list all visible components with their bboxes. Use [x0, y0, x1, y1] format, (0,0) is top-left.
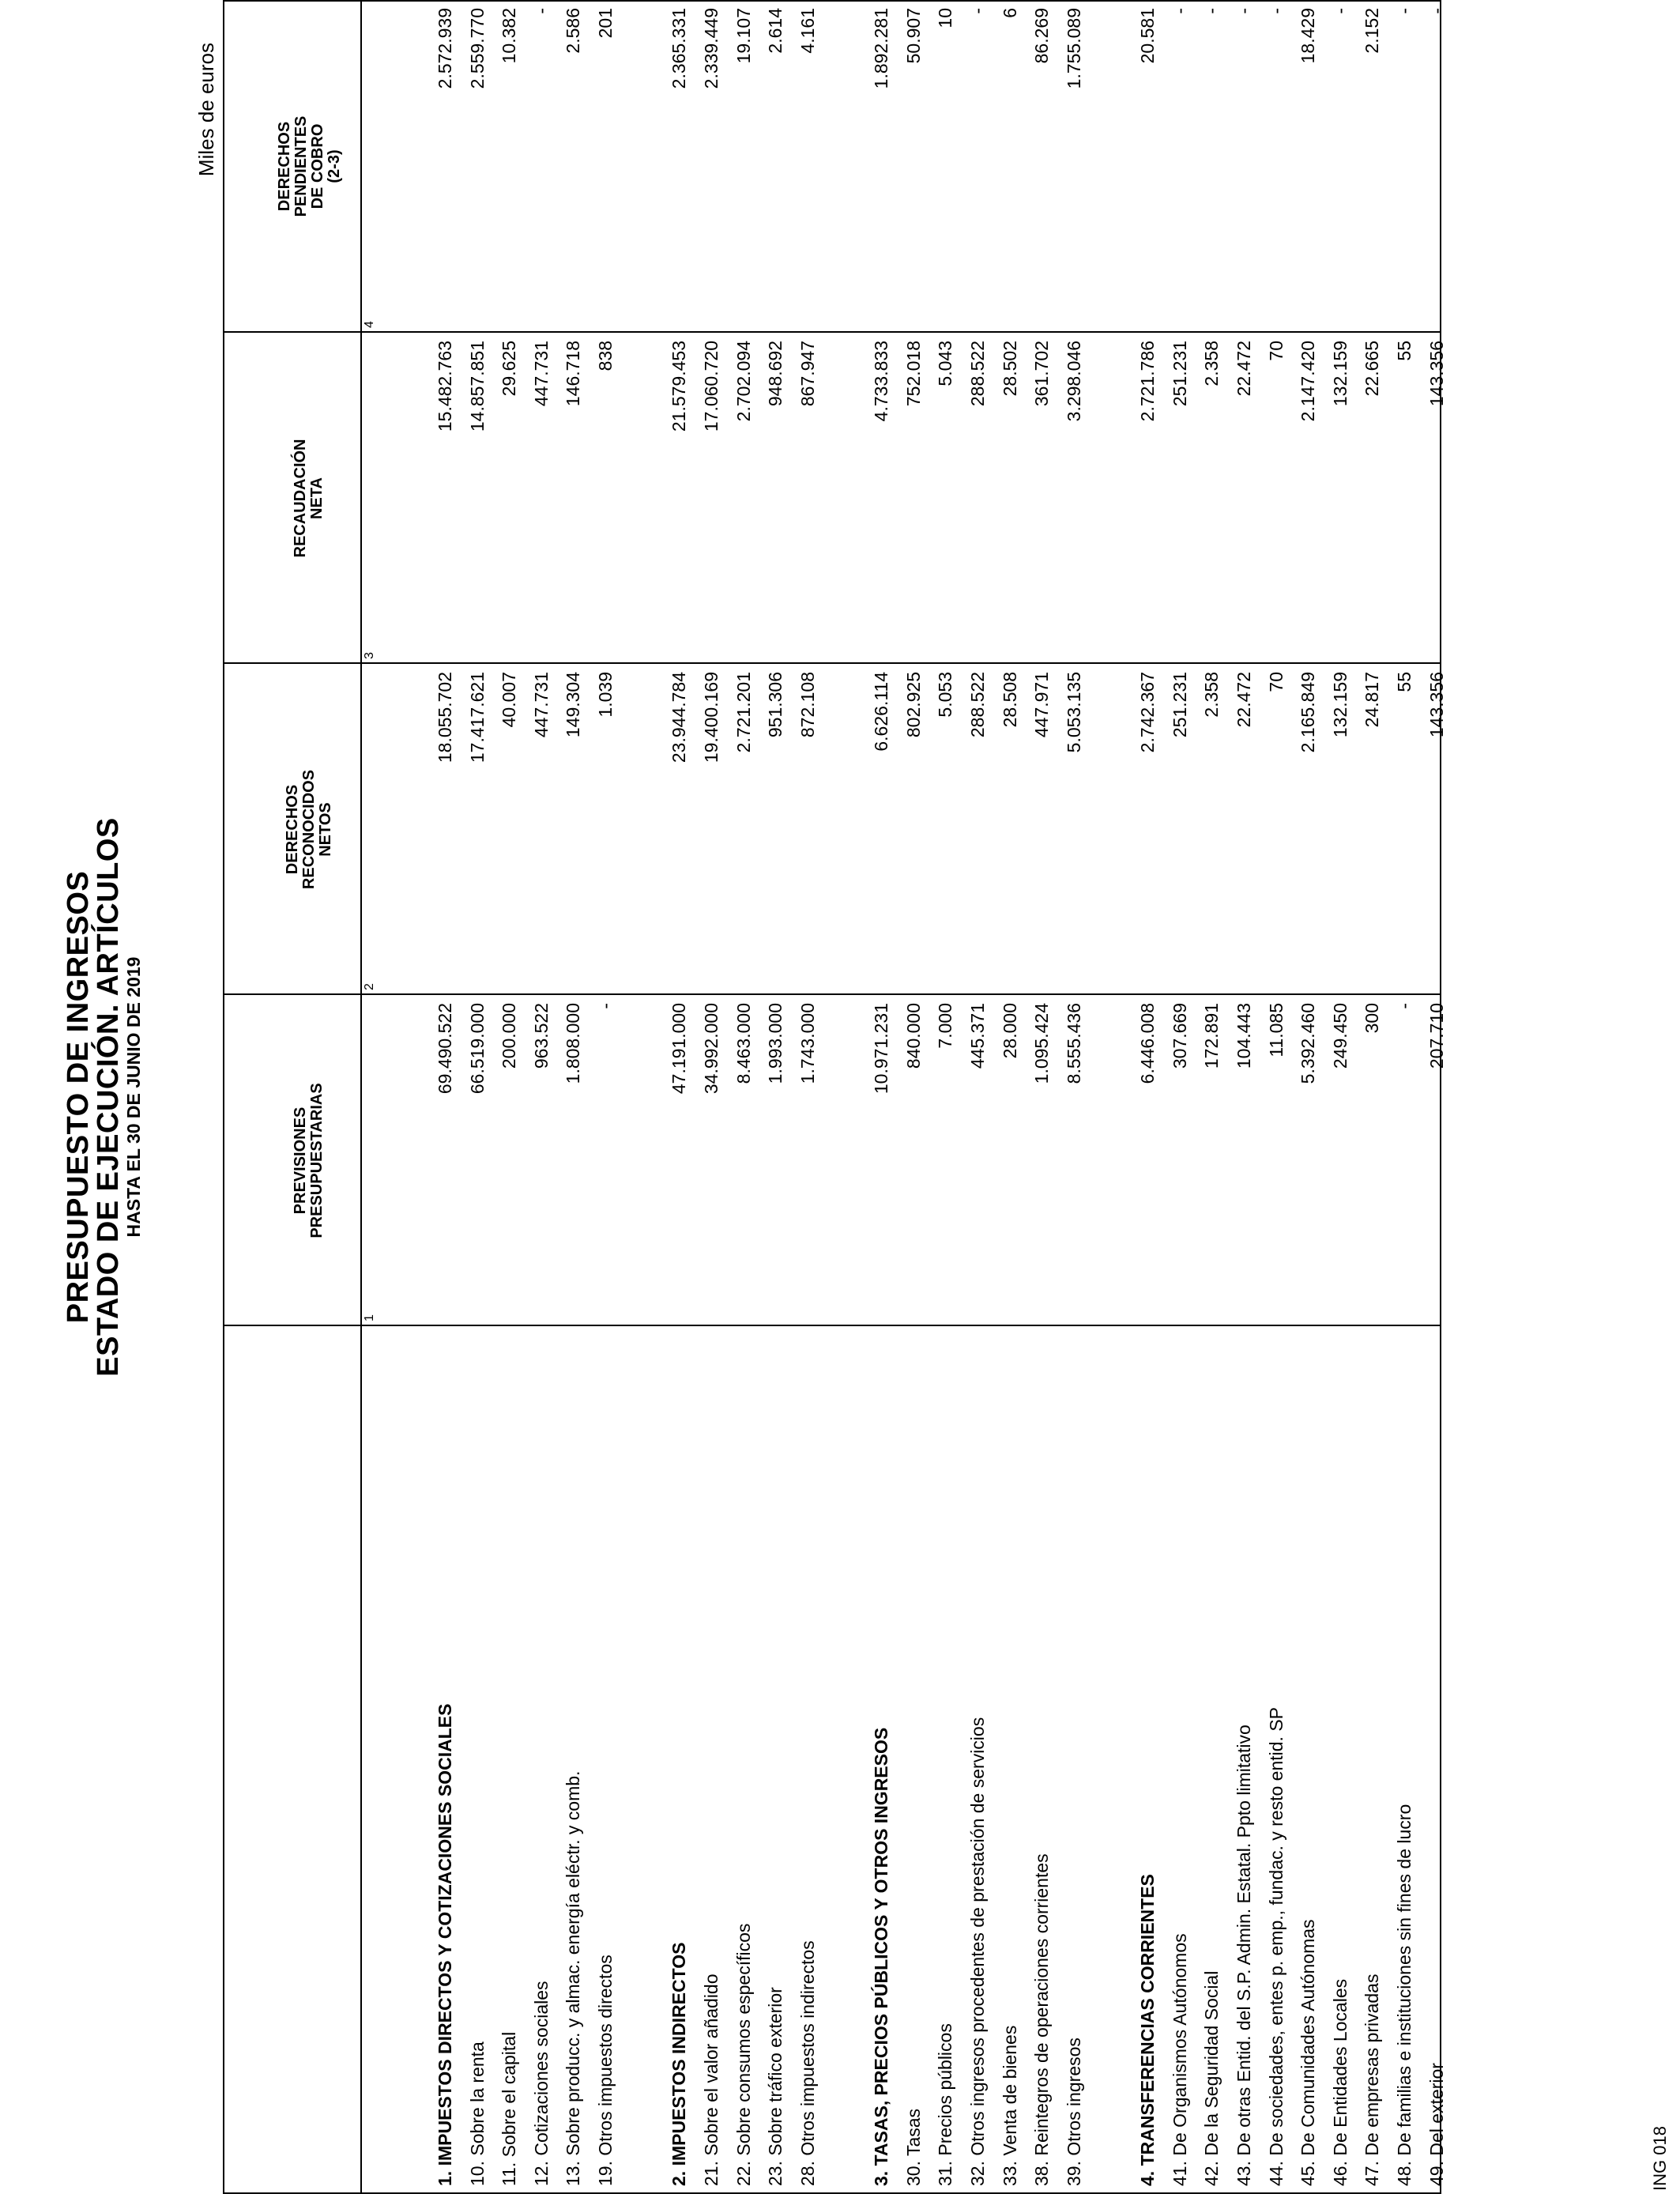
table-cell-value: 2.721.201	[733, 672, 754, 753]
table-row-label: 31. Precios públicos	[935, 2023, 956, 2186]
table-cell-value: 249.450	[1329, 1003, 1350, 1069]
group-total-value: 21.579.453	[669, 341, 690, 432]
table-cell-value: 2.165.849	[1298, 672, 1319, 753]
table-cell-value: 14.857.851	[466, 341, 488, 432]
column-divider	[223, 0, 1440, 2]
table-cell-value: 867.947	[797, 341, 818, 407]
table-cell-value: 251.231	[1169, 672, 1190, 738]
table-cell-value: -	[1393, 8, 1414, 14]
table-cell-value: 802.925	[902, 672, 924, 738]
table-cell-value: 17.060.720	[700, 341, 721, 432]
table-cell-value: 17.417.621	[466, 672, 488, 763]
table-cell-value: 838	[595, 341, 616, 371]
table-cell-value: 2.358	[1201, 672, 1222, 718]
table-cell-value: 2.147.420	[1298, 341, 1319, 422]
table-cell-value: 22.665	[1362, 341, 1383, 397]
column-header-line: (2-3)	[326, 149, 343, 183]
table-cell-value: 5.053	[935, 672, 956, 718]
table-cell-value: 2.152	[1362, 8, 1383, 54]
column-divider	[223, 993, 1440, 995]
group-heading: 4. TRANSFERENCIAS CORRIENTES	[1137, 1874, 1158, 2186]
table-cell-value: 207.710	[1426, 1003, 1447, 1069]
table-cell-value: 70	[1265, 672, 1286, 692]
table-row-label: 41. De Organismos Autónomos	[1169, 1933, 1190, 2186]
table-cell-value: 22.472	[1233, 672, 1254, 728]
table-row-label: 44. De sociedades, entes p. emp., fundac. y resto entid. SP	[1265, 1706, 1286, 2186]
table-cell-value: 55	[1393, 341, 1414, 361]
table-cell-value: 11.085	[1265, 1003, 1286, 1057]
table-cell-value: -	[1426, 8, 1447, 14]
table-row-label: 33. Venta de bienes	[999, 2025, 1020, 2186]
table-cell-value: -	[1329, 8, 1350, 14]
page-title: PRESUPUESTO DE INGRESOS	[62, 870, 95, 1324]
column-header-line: DE COBRO	[309, 123, 326, 209]
table-cell-value: 4.161	[797, 8, 818, 54]
footer-code: ING 018	[1650, 2126, 1670, 2191]
column-header	[277, 0, 343, 333]
table-cell-value: 5.392.460	[1298, 1003, 1319, 1084]
column-number: 2	[363, 983, 376, 990]
table-row-label: 10. Sobre la renta	[466, 2041, 488, 2186]
table-header-divider	[360, 0, 362, 2194]
column-header-line: PENDIENTES	[292, 115, 310, 217]
table-cell-value: 1.755.089	[1063, 8, 1084, 89]
column-number: 4	[363, 321, 376, 328]
group-total-value: 1.892.281	[871, 8, 892, 89]
table-cell-value: -	[1201, 8, 1222, 14]
table-row-label: 23. Sobre tráfico exterior	[765, 1987, 786, 2186]
table-cell-value: 201	[595, 8, 616, 39]
column-header-line: RECAUDACIÓN	[292, 439, 309, 558]
table-cell-value: 948.692	[765, 341, 786, 407]
column-divider	[223, 1325, 1440, 1326]
table-cell-value: -	[530, 8, 552, 14]
column-header-line: PRESUPUESTARIAS	[308, 1083, 326, 1238]
table-cell-value: 445.371	[966, 1003, 988, 1069]
table-cell-value: 1.993.000	[765, 1003, 786, 1084]
column-divider	[223, 331, 1440, 333]
table-cell-value: 29.625	[499, 341, 520, 397]
table-cell-value: 5.043	[935, 341, 956, 386]
group-total-value: 10.971.231	[871, 1003, 892, 1095]
table-cell-value: 288.522	[966, 672, 988, 738]
table-cell-value: 19.400.169	[700, 672, 721, 763]
table-cell-value: 146.718	[563, 341, 584, 407]
table-row-label: 39. Otros ingresos	[1063, 2038, 1084, 2186]
table-cell-value: 28.000	[999, 1003, 1020, 1059]
group-total-value: 20.581	[1137, 8, 1158, 64]
table-row-label: 22. Sobre consumos específicos	[733, 1923, 754, 2186]
table-row-label: 45. De Comunidades Autónomas	[1298, 1919, 1319, 2186]
table-cell-value: 143.356	[1426, 341, 1447, 407]
table-cell-value: 2.614	[765, 8, 786, 54]
table-cell-value: 86.269	[1031, 8, 1053, 64]
group-total-value: 2.742.367	[1137, 672, 1158, 753]
column-header-line: RECONOCIDOS	[300, 769, 318, 890]
table-cell-value: 288.522	[966, 341, 988, 407]
group-total-value: 18.055.702	[435, 672, 455, 763]
page-subtitle: ESTADO DE EJECUCIÓN. ARTÍCULOS	[92, 817, 125, 1377]
group-heading: 1. IMPUESTOS DIRECTOS Y COTIZACIONES SOCIALES	[435, 1703, 455, 2186]
page-date-line: HASTA EL 30 DE JUNIO DE 2019	[123, 956, 144, 1238]
table-cell-value: 34.992.000	[700, 1003, 721, 1095]
table-cell-value: 447.971	[1031, 672, 1053, 738]
table-cell-value: 6	[999, 8, 1020, 18]
group-total-value: 6.446.008	[1137, 1003, 1158, 1084]
table-row-label: 21. Sobre el valor añadido	[700, 1973, 721, 2186]
table-row-label: 49. Del exterior	[1426, 2063, 1447, 2186]
table-cell-value: 18.429	[1298, 8, 1319, 64]
table-row-label: 38. Reintegros de operaciones corrientes	[1031, 1853, 1053, 2186]
table-row-label: 30. Tasas	[902, 2108, 924, 2186]
table-cell-value: 172.891	[1201, 1003, 1222, 1069]
table-row-label: 32. Otros ingresos procedentes de prestación de servicios	[966, 1717, 988, 2186]
table-cell-value: 66.519.000	[466, 1003, 488, 1095]
column-header	[292, 333, 326, 664]
group-total-value: 69.490.522	[435, 1003, 455, 1095]
table-row-label: 12. Cotizaciones sociales	[530, 1981, 552, 2186]
table-cell-value: 447.731	[530, 672, 552, 738]
table-cell-value: -	[595, 1003, 616, 1009]
table-cell-value: -	[1169, 8, 1190, 14]
table-cell-value: 1.743.000	[797, 1003, 818, 1084]
table-cell-value: 307.669	[1169, 1003, 1190, 1069]
table-row-label: 46. De Entidades Locales	[1329, 1978, 1350, 2186]
table-cell-value: 70	[1265, 341, 1286, 361]
table-cell-value: 10.382	[499, 8, 520, 64]
table-cell-value: 951.306	[765, 672, 786, 738]
table-cell-value: 28.502	[999, 341, 1020, 397]
table-cell-value: 840.000	[902, 1003, 924, 1069]
table-cell-value: 2.358	[1201, 341, 1222, 386]
column-header-line: DERECHOS	[284, 784, 301, 875]
table-cell-value: 10	[935, 8, 956, 28]
group-heading: 2. IMPUESTOS INDIRECTOS	[669, 1942, 690, 2186]
table-cell-value: 22.472	[1233, 341, 1254, 397]
table-cell-value: 1.095.424	[1031, 1003, 1053, 1084]
table-cell-value: 2.702.094	[733, 341, 754, 422]
table-cell-value: 19.107	[733, 8, 754, 64]
table-cell-value: 300	[1362, 1003, 1383, 1034]
group-heading: 3. TASAS, PRECIOS PÚBLICOS Y OTROS INGRESOS	[871, 1727, 892, 2186]
table-cell-value: 28.508	[999, 672, 1020, 728]
table-cell-value: 143.356	[1426, 672, 1447, 738]
units-label: Miles de euros	[194, 43, 218, 177]
table-cell-value: 55	[1393, 672, 1414, 692]
table-cell-value: 3.298.046	[1063, 341, 1084, 422]
table-row-label: 43. De otras Entid. del S.P. Admin. Estatal. Ppto limitativo	[1233, 1725, 1254, 2186]
table-cell-value: 149.304	[563, 672, 584, 738]
table-row-label: 42. De la Seguridad Social	[1201, 1970, 1222, 2186]
table-cell-value: -	[1265, 8, 1286, 14]
group-total-value: 15.482.763	[435, 341, 455, 432]
table-cell-value: 132.159	[1329, 672, 1350, 738]
table-cell-value: -	[966, 8, 988, 14]
table-cell-value: 8.555.436	[1063, 1003, 1084, 1084]
table-cell-value: -	[1393, 1003, 1414, 1009]
column-header-line: PREVISIONES	[292, 1106, 309, 1215]
table-top-border	[223, 0, 224, 2194]
table-cell-value: 872.108	[797, 672, 818, 738]
column-divider	[223, 662, 1440, 664]
column-number: 1	[363, 1314, 376, 1321]
column-header-line: NETOS	[317, 802, 334, 857]
column-header-line: DERECHOS	[276, 121, 293, 212]
table-row-label: 19. Otros impuestos directos	[595, 1955, 616, 2186]
table-cell-value: 752.018	[902, 341, 924, 407]
column-header-line: NETA	[308, 477, 326, 519]
table-cell-value: 7.000	[935, 1003, 956, 1049]
column-header	[292, 995, 326, 1326]
table-cell-value: 40.007	[499, 672, 520, 728]
table-cell-value: 251.231	[1169, 341, 1190, 407]
table-cell-value: 447.731	[530, 341, 552, 407]
column-number: 3	[363, 652, 376, 659]
column-header	[284, 664, 334, 995]
group-total-value: 2.721.786	[1137, 341, 1158, 422]
group-total-value: 2.365.331	[669, 8, 690, 89]
table-row-label: 11. Sobre el capital	[499, 2031, 520, 2186]
group-total-value: 2.572.939	[435, 8, 455, 89]
table-cell-value: 2.559.770	[466, 8, 488, 89]
group-total-value: 6.626.114	[871, 672, 892, 752]
table-cell-value: 361.702	[1031, 341, 1053, 407]
table-cell-value: 24.817	[1362, 672, 1383, 728]
table-cell-value: 5.053.135	[1063, 672, 1084, 753]
table-cell-value: 50.907	[902, 8, 924, 64]
table-row-label: 48. De familias e instituciones sin fines de lucro	[1393, 1804, 1414, 2186]
table-row-label: 47. De empresas privadas	[1362, 1973, 1383, 2186]
table-cell-value: 1.039	[595, 672, 616, 718]
table-cell-value: -	[1233, 8, 1254, 14]
table-cell-value: 963.522	[530, 1003, 552, 1069]
table-cell-value: 2.586	[563, 8, 584, 54]
table-cell-value: 200.000	[499, 1003, 520, 1069]
table-cell-value: 104.443	[1233, 1003, 1254, 1069]
table-cell-value: 132.159	[1329, 341, 1350, 407]
table-cell-value: 8.463.000	[733, 1003, 754, 1084]
group-total-value: 4.733.833	[871, 341, 892, 422]
table-cell-value: 2.339.449	[700, 8, 721, 89]
table-row-label: 28. Otros impuestos indirectos	[797, 1940, 818, 2186]
group-total-value: 23.944.784	[669, 672, 690, 763]
table-row-label: 13. Sobre producc. y almac. energía eléctr. y comb.	[563, 1770, 584, 2186]
table-cell-value: 1.808.000	[563, 1003, 584, 1084]
group-total-value: 47.191.000	[669, 1003, 690, 1095]
